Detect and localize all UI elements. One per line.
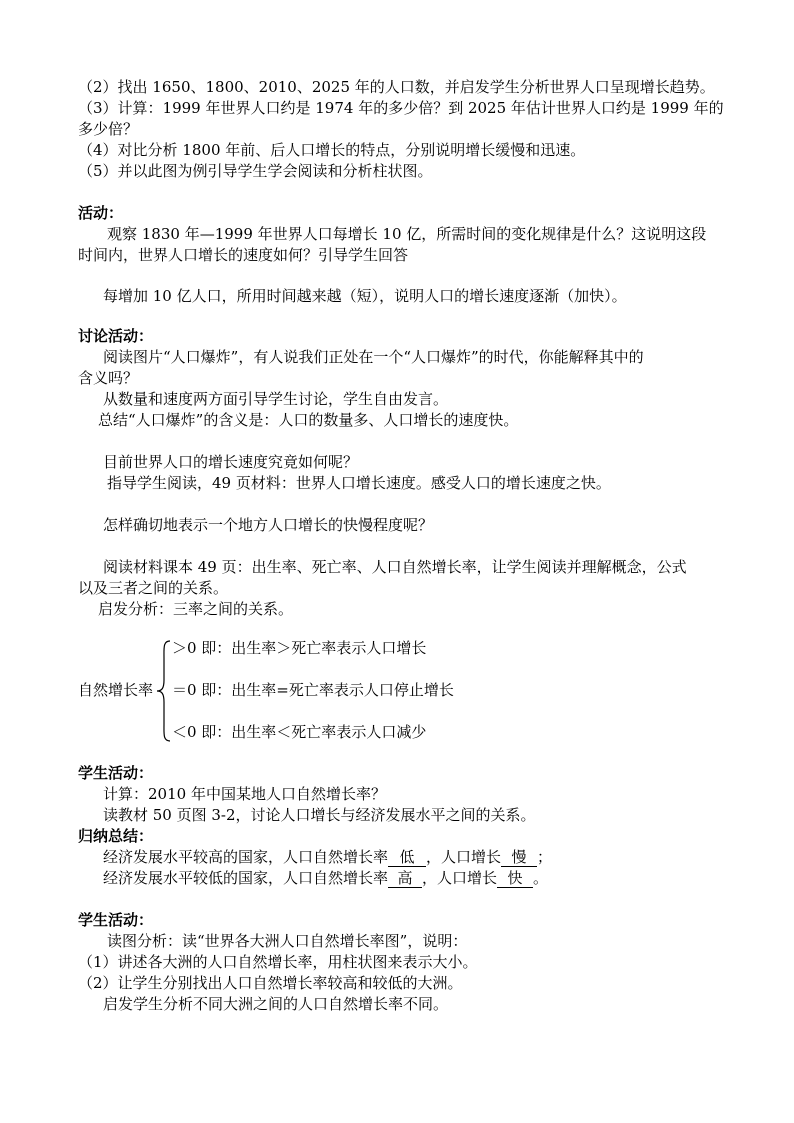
summary-high-end: ； [537, 848, 553, 866]
summary-low-rate-blank: 高 [388, 869, 422, 888]
analysis-line: 启发分析：三率之间的关系。 [98, 600, 294, 618]
summary-high-mid: ，人口增长 [426, 848, 502, 866]
activity-answer: 每增加 10 亿人口，所用时间越来越（短），说明人口的增长速度逐渐（加快）。 [103, 287, 627, 305]
formula-greater-than: ＞0 即：出生率＞死亡率表示人口增长 [172, 639, 427, 657]
summary-low-speed-blank: 快 [497, 869, 533, 888]
discussion-line-3: 从数量和速度两方面引导学生讨论，学生自由发言。 [103, 390, 449, 408]
student-activity-2-heading: 学生活动： [78, 911, 154, 929]
student-activity-1-line-1: 计算：2010 年中国某地人口自然增长率？ [103, 785, 386, 803]
activity-heading: 活动： [78, 204, 124, 222]
discussion-heading: 讨论活动： [78, 327, 154, 345]
student-activity-1-line-2: 读教材 50 页图 3-2，讨论人口增长与经济发展水平之间的关系。 [103, 806, 536, 824]
summary-low-end: 。 [533, 869, 549, 887]
summary-high-prefix: 经济发展水平较高的国家，人口自然增长率 [103, 848, 389, 866]
discussion-question-1: 目前世界人口的增长速度究竟如何呢？ [103, 453, 359, 471]
student-activity-2-line-1: 读图分析：读“世界各大洲人口自然增长率图”，说明： [107, 932, 468, 950]
student-activity-2-item-1: （1）讲述各大洲的人口自然增长率，用柱状图来表示大小。 [78, 953, 478, 971]
summary-low-prefix: 经济发展水平较低的国家，人口自然增长率 [103, 869, 389, 887]
intro-item-4: （4）对比分析 1800 年前、后人口增长的特点，分别说明增长缓慢和迅速。 [78, 141, 586, 159]
discussion-line-1: 阅读图片“人口爆炸”，有人说我们正处在一个“人口爆炸”的时代，你能解释其中的 [103, 348, 644, 366]
intro-item-3-line-2: 多少倍？ [78, 120, 139, 138]
student-activity-2-item-2: （2）让学生分别找出人口自然增长率较高和较低的大洲。 [78, 974, 463, 992]
intro-item-5: （5）并以此图为例引导学生学会阅读和分析柱状图。 [78, 162, 433, 180]
student-activity-2-item-3: 启发学生分析不同大洲之间的人口自然增长率不同。 [103, 995, 449, 1013]
activity-line-1: 观察 1830 年—1999 年世界人口每增长 10 亿，所需时间的变化规律是什么？这说明这段 [107, 225, 707, 243]
reading-line-2: 以及三者之间的关系。 [78, 579, 229, 597]
student-activity-1-heading: 学生活动： [78, 764, 154, 782]
activity-line-2: 时间内，世界人口增长的速度如何？引导学生回答 [78, 246, 409, 264]
summary-high-line [103, 847, 552, 867]
summary-heading: 归纳总结： [78, 827, 154, 845]
discussion-line-2: 含义吗？ [78, 369, 139, 387]
discussion-question-1-detail: 指导学生阅读，49 页材料：世界人口增长速度。感受人口的增长速度之快。 [107, 474, 611, 492]
summary-low-mid: ，人口增长 [422, 869, 498, 887]
curly-brace [156, 640, 172, 742]
intro-item-3-line-1: （3）计算：1999 年世界人口约是 1974 年的多少倍？到 2025 年估计世界人口约是 1999 年的 [78, 99, 724, 117]
discussion-question-2: 怎样确切地表示一个地方人口增长的快慢程度呢？ [103, 516, 434, 534]
formula-less-than: ＜0 即：出生率＜死亡率表示人口减少 [172, 723, 427, 741]
summary-high-speed-blank: 慢 [501, 848, 537, 867]
summary-low-line [103, 868, 548, 888]
reading-line-1: 阅读材料课本 49 页：出生率、死亡率、人口自然增长率，让学生阅读并理解概念，公式 [103, 558, 687, 576]
formula-equal: ＝0 即：出生率=死亡率表示人口停止增长 [172, 681, 454, 699]
intro-item-2: （2）找出 1650、1800、2010、2025 年的人口数，并启发学生分析世界人口呈现增长趋势。 [78, 78, 715, 96]
discussion-line-4: 总结“人口爆炸”的含义是：人口的数量多、人口增长的速度快。 [98, 411, 519, 429]
summary-high-rate-blank: 低 [388, 848, 426, 867]
formula-label: 自然增长率 [78, 681, 154, 699]
